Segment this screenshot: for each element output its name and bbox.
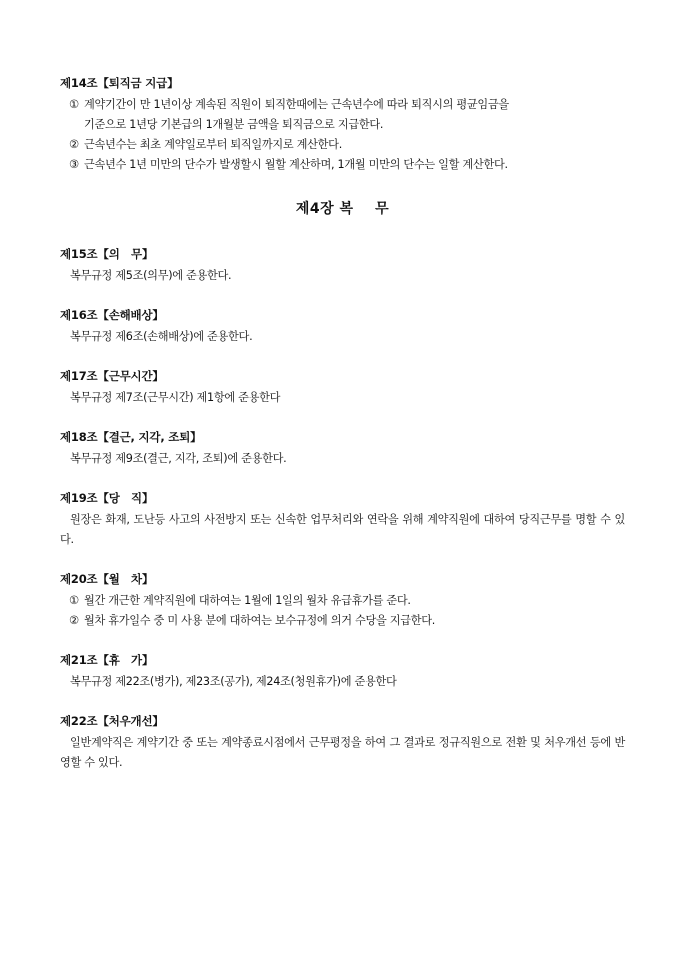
item-text: 근속년수는 최초 계약일로부터 퇴직일까지로 계산한다. — [84, 138, 342, 151]
article-22 — [60, 714, 625, 773]
article-14-item-1 — [60, 95, 625, 115]
article-18-body: 복무규정 제9조(결근, 지각, 조퇴)에 준용한다. — [70, 452, 287, 465]
article-16-body: 복무규정 제6조(손해배상)에 준용한다. — [70, 330, 253, 343]
item-number: ② — [69, 138, 79, 151]
article-19-body: 원장은 화재, 도난등 사고의 사전방지 또는 신속한 업무처리와 연락을 위해 계약직원에 대하여 당직근무를 명할 수 있다. — [60, 513, 625, 546]
item-text-line-2: 기준으로 1년당 기본급의 1개월분 금액을 퇴직금으로 지급한다. — [84, 118, 384, 131]
article-21-body: 복무규정 제22조(병가), 제23조(공가), 제24조(청원휴가)에 준용한다 — [70, 675, 397, 688]
article-20-item-2 — [60, 611, 625, 631]
article-15-body: 복무규정 제5조(의무)에 준용한다. — [70, 269, 232, 282]
article-20-title: 제20조【월 차】 — [60, 572, 154, 586]
item-number: ① — [69, 98, 79, 111]
item-text: 월간 개근한 계약직원에 대하여는 1월에 1일의 월차 유급휴가를 준다. — [84, 594, 411, 607]
item-number: ③ — [69, 158, 79, 171]
article-19 — [60, 491, 625, 550]
article-21 — [60, 653, 625, 692]
article-14-item-3 — [60, 155, 625, 175]
item-text-line-1: 계약기간이 만 1년이상 계속된 직원이 퇴직한때에는 근속년수에 따라 퇴직시의 평균임금을 — [84, 98, 509, 111]
article-15-title: 제15조【의 무】 — [60, 247, 154, 261]
article-17-title: 제17조【근무시간】 — [60, 369, 164, 383]
article-18 — [60, 430, 625, 469]
article-21-title: 제21조【휴 가】 — [60, 653, 154, 667]
article-14 — [60, 76, 625, 175]
article-22-body: 일반계약직은 계약기간 중 또는 계약종료시점에서 근무평정을 하여 그 결과로 정규직원으로 전환 및 처우개선 등에 반영할 수 있다. — [60, 736, 625, 769]
item-number: ① — [69, 594, 79, 607]
item-text: 월차 휴가일수 중 미 사용 분에 대하여는 보수규정에 의거 수당을 지급한다. — [84, 614, 436, 627]
article-17 — [60, 369, 625, 408]
article-20-item-1 — [60, 591, 625, 611]
article-17-body: 복무규정 제7조(근무시간) 제1항에 준용한다 — [70, 391, 281, 404]
chapter-heading: 제4장 복 무 — [295, 201, 390, 217]
article-15 — [60, 247, 625, 286]
article-14-title: 제14조【퇴직금 지급】 — [60, 76, 179, 90]
article-22-title: 제22조【처우개선】 — [60, 714, 164, 728]
item-number: ② — [69, 614, 79, 627]
document-page — [60, 76, 625, 773]
article-16-title: 제16조【손해배상】 — [60, 308, 164, 322]
article-16 — [60, 308, 625, 347]
article-14-item-2 — [60, 135, 625, 155]
article-18-title: 제18조【결근, 지각, 조퇴】 — [60, 430, 202, 444]
article-19-title: 제19조【당 직】 — [60, 491, 154, 505]
article-14-item-1-cont — [60, 115, 625, 135]
article-20 — [60, 572, 625, 631]
item-text: 근속년수 1년 미만의 단수가 발생할시 월할 계산하며, 1개월 미만의 단수는 일할 계산한다. — [84, 158, 508, 171]
